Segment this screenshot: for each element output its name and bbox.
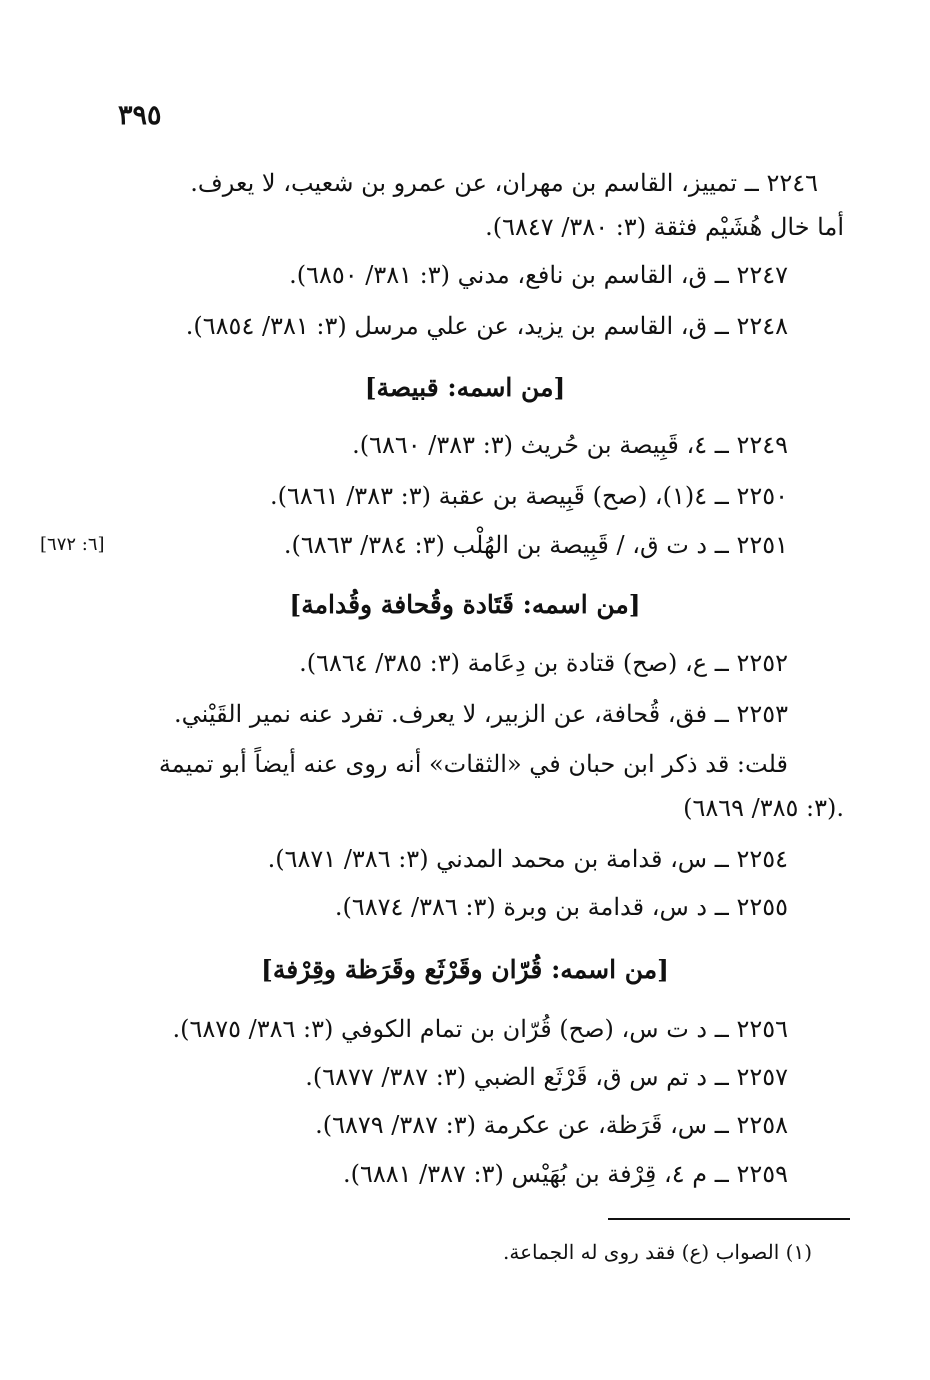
note-line-1: قلت: قد ذكر ابن حبان في «الثقات» أنه روى عنه أيضاً أبو تميمة [158,750,788,778]
section-heading-qurran: [من اسمه: قُرّان وقَرْثَع وقَرَظة وقِرْفة] [261,955,669,984]
footnote-divider [608,1218,850,1220]
entry-2251: ٢٢٥١ ــ د ت ق، / قَبِيصة بن الهُلْب (٣: ٣٨٤/ ٦٨٦٣). [283,531,788,559]
entry-2250: ٢٢٥٠ ــ ٤(١)، (صح) قَبِيصة بن عقبة (٣: ٣٨٣/ ٦٨٦١). [270,482,788,510]
entry-2256: ٢٢٥٦ ــ د ت س، (صح) قُرّان بن تمام الكوفي (٣: ٣٨٦/ ٦٨٧٥). [172,1015,788,1043]
entry-2247: ٢٢٤٧ ــ ق، القاسم بن نافع، مدني (٣: ٣٨١/ ٦٨٥٠). [289,261,788,289]
entry-2246-line-2: أما خال هُشَيْم فثقة (٣: ٣٨٠/ ٦٨٤٧). [485,213,844,241]
section-heading-qatada: [من اسمه: قَتَادة وقُحافة وقُدامة] [289,590,641,619]
entry-2257: ٢٢٥٧ ــ د تم س ق، قَرْثَع الضبي (٣: ٣٨٧/ ٦٨٧٧). [305,1063,788,1091]
margin-reference: [٦: ٦٧٢] [40,534,105,555]
footnote: (١) الصواب (ع) فقد روى له الجماعة. [503,1240,812,1264]
entry-2246-line-1: ٢٢٤٦ ــ تمييز، القاسم بن مهران، عن عمرو بن شعيب، لا يعرف. [190,169,818,197]
section-heading-qabisa: [من اسمه: قبيصة] [364,373,566,402]
entry-2255: ٢٢٥٥ ــ د س، قدامة بن وبرة (٣: ٣٨٦/ ٦٨٧٤). [334,893,788,921]
entry-2252: ٢٢٥٢ ــ ع، (صح) قتادة بن دِعَامة (٣: ٣٨٥/ ٦٨٦٤). [299,649,788,677]
page-number: ٣٩٥ [118,100,162,131]
entry-2259: ٢٢٥٩ ــ م ٤، قِرْفة بن بُهَيْس (٣: ٣٨٧/ ٦٨٨١). [342,1160,788,1188]
entry-2258: ٢٢٥٨ ــ س، قَرَظة، عن عكرمة (٣: ٣٨٧/ ٦٨٧٩). [315,1111,788,1139]
note-line-2: (٣: ٣٨٥/ ٦٨٦٩). [683,794,844,822]
entry-2248: ٢٢٤٨ ــ ق، القاسم بن يزيد، عن علي مرسل (٣: ٣٨١/ ٦٨٥٤). [185,312,788,340]
entry-2253: ٢٢٥٣ ــ فق، قُحافة، عن الزبير، لا يعرف. تفرد عنه نمير القَيْني. [173,700,788,728]
entry-2249: ٢٢٤٩ ــ ٤، قَبِيصة بن حُريث (٣: ٣٨٣/ ٦٨٦٠). [352,431,788,459]
entry-2254: ٢٢٥٤ ــ س، قدامة بن محمد المدني (٣: ٣٨٦/ ٦٨٧١). [267,845,788,873]
